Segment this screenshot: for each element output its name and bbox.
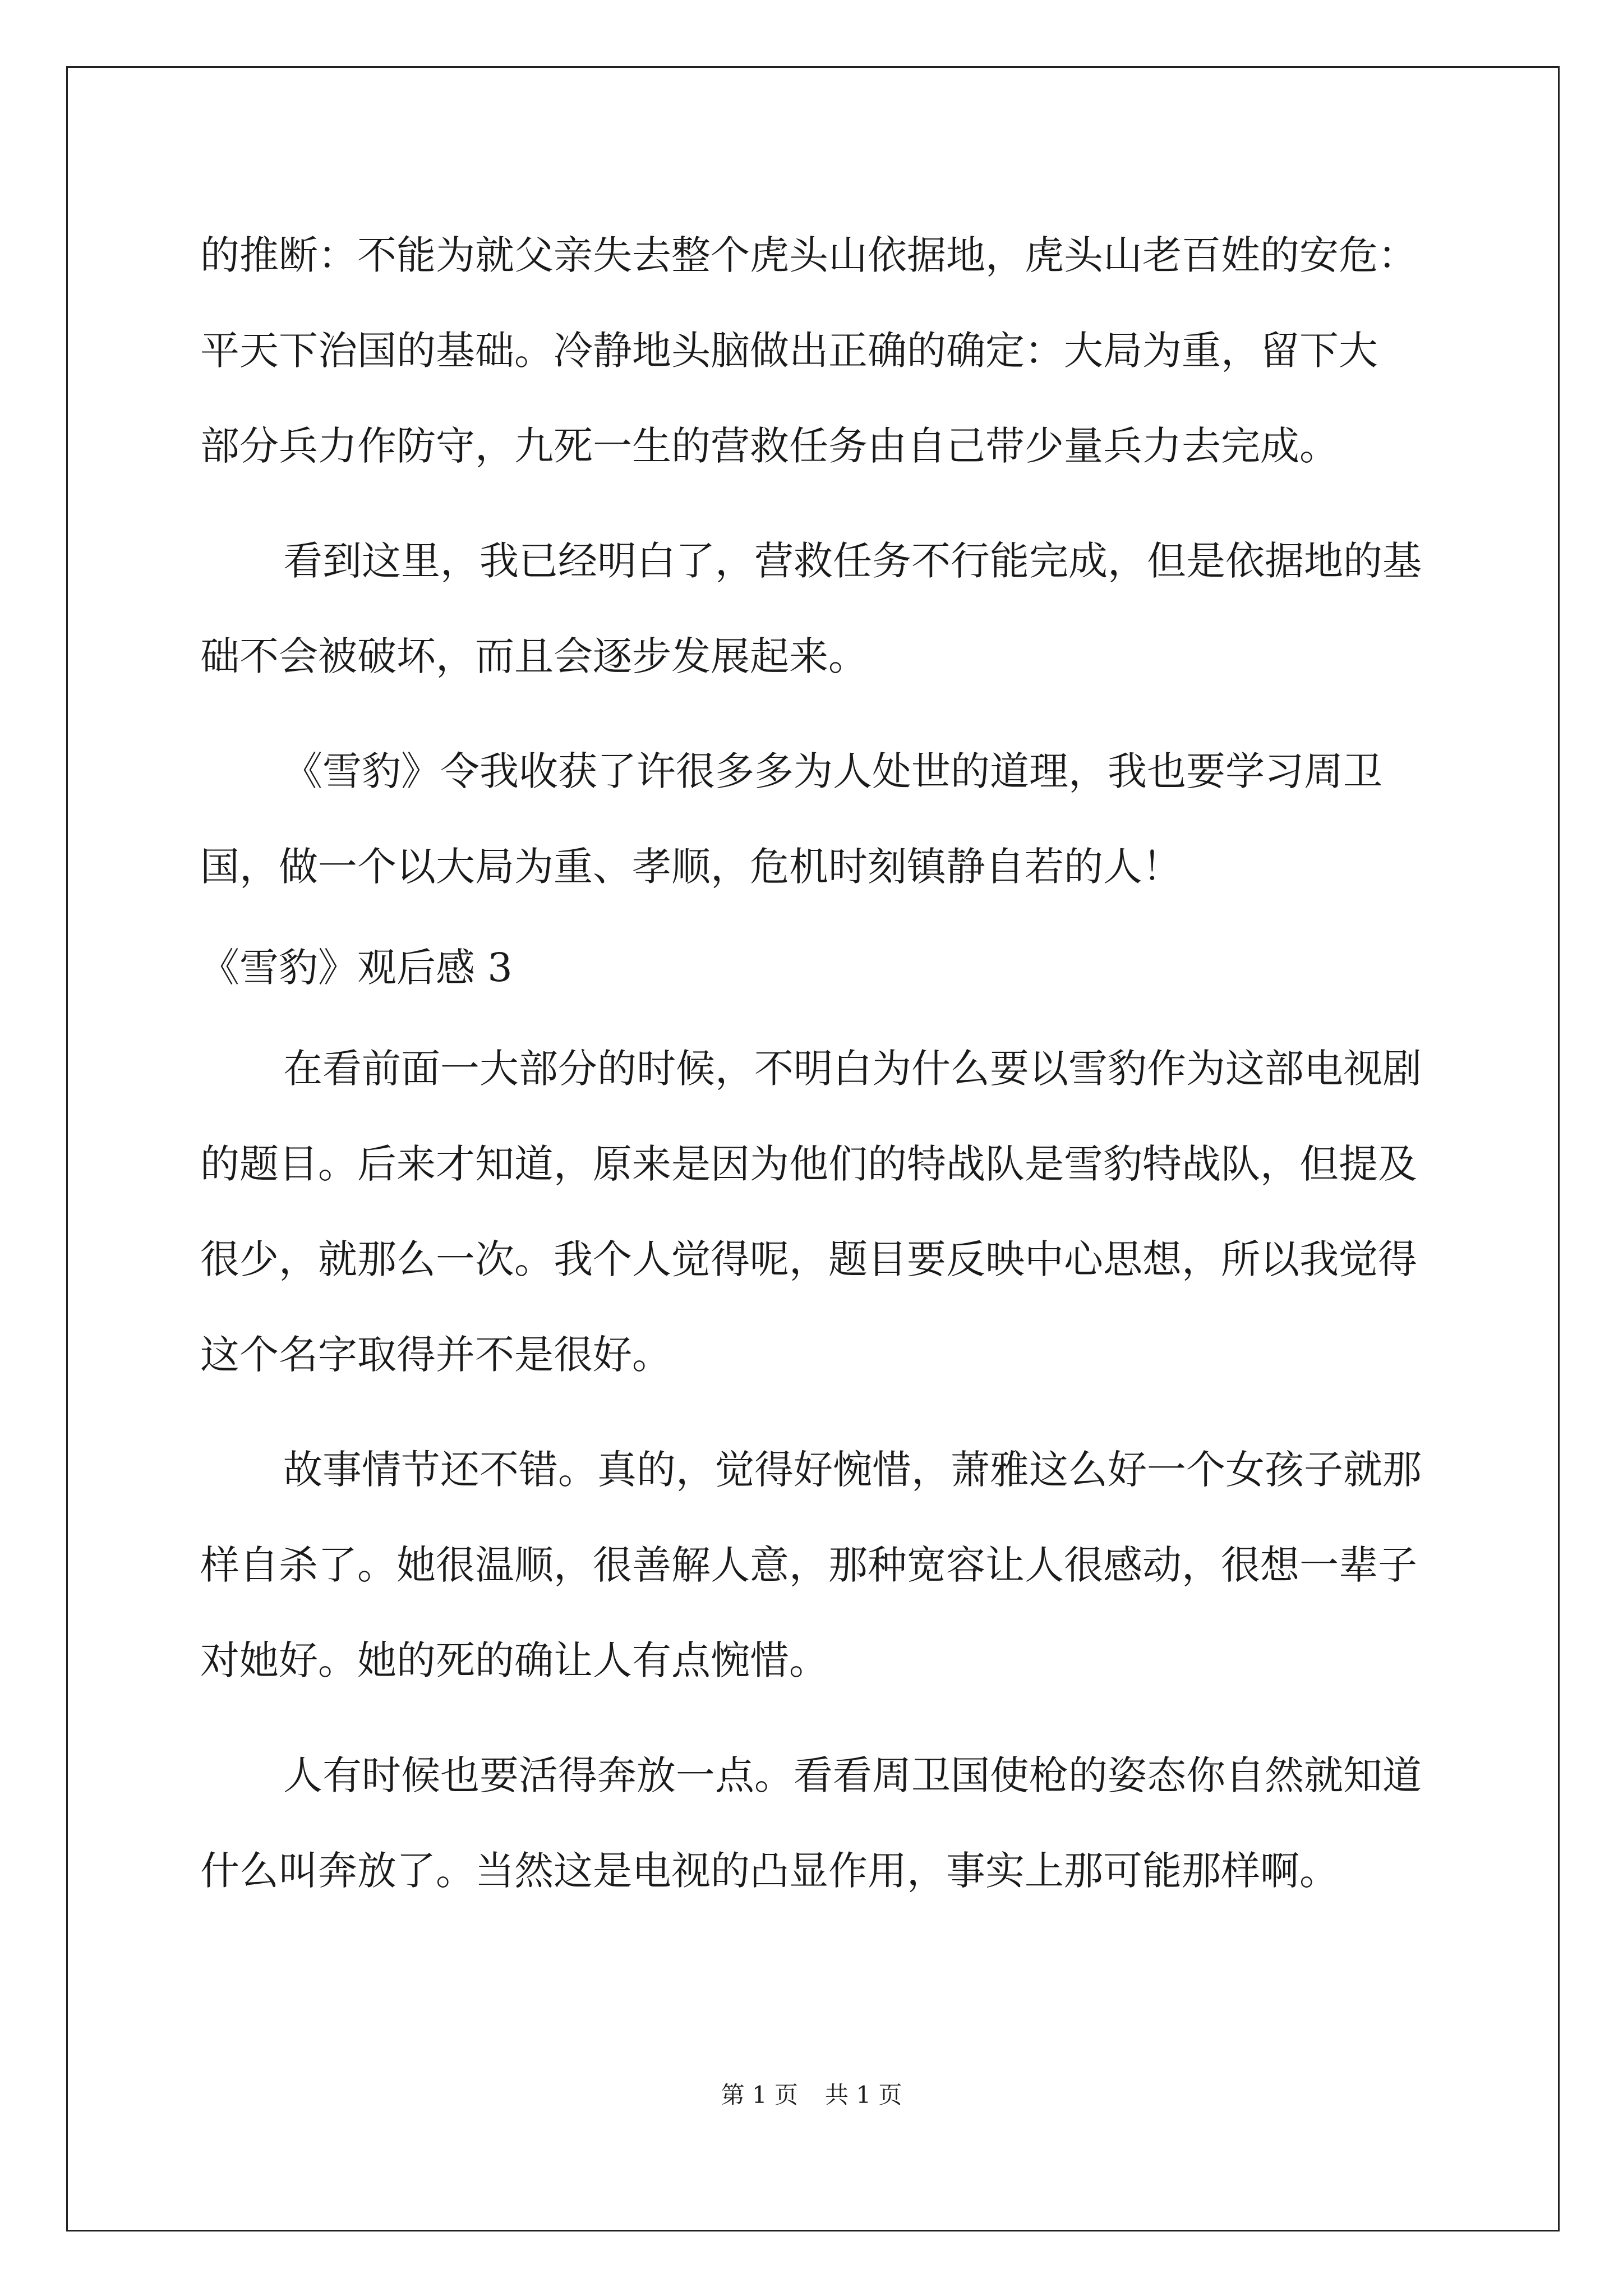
paragraph: 故事情节还不错。真的，觉得好惋惜，萧雅这么好一个女孩子就那样自杀了。她很温顺，很善解人意，那种宽容让人很感动，很想一辈子对她好。她的死的确让人有点惋惜。 [200,1447,1422,1683]
document-body [200,208,1434,1938]
paragraph: 《雪豹》令我收获了许很多多为人处世的道理，我也要学习周卫国，做一个以大局为重、孝顺，危机时刻镇静自若的人！ [200,748,1382,890]
page-total: 共 1 页 [825,2081,902,2109]
text-line: 部分兵力作防守，九死一生的营救任务由自己带少量兵力去完成。 [200,423,1339,469]
paragraph: 看到这里，我已经明白了，营救任务不行能完成，但是依据地的基础不会被破坏，而且会逐步发展起来。 [200,538,1422,679]
text-line: 平天下治国的基础。冷静地头脑做出正确的确定：大局为重，留下大 [200,328,1378,374]
page-number: 第 1 页 [721,2081,798,2109]
paragraph: 人有时候也要活得奔放一点。看看周卫国使枪的姿态你自然就知道什么叫奔放了。当然这是电视的凸显作用，事实上那可能那样啊。 [200,1752,1422,1894]
text-line: 的推断：不能为就父亲失去整个虎头山依据地，虎头山老百姓的安危： [200,232,1417,278]
paragraph-continued [200,208,1434,494]
section-heading: 《雪豹》观后感 3 [200,945,513,991]
page-footer [0,2078,1623,2112]
paragraph: 在看前面一大部分的时候，不明白为什么要以雪豹作为这部电视剧的题目。后来才知道，原来是因为他们的特战队是雪豹特战队，但提及很少，就那么一次。我个人觉得呢，题目要反映中心思想，所以我觉得这个名字取得并不是很好。 [200,1046,1422,1378]
